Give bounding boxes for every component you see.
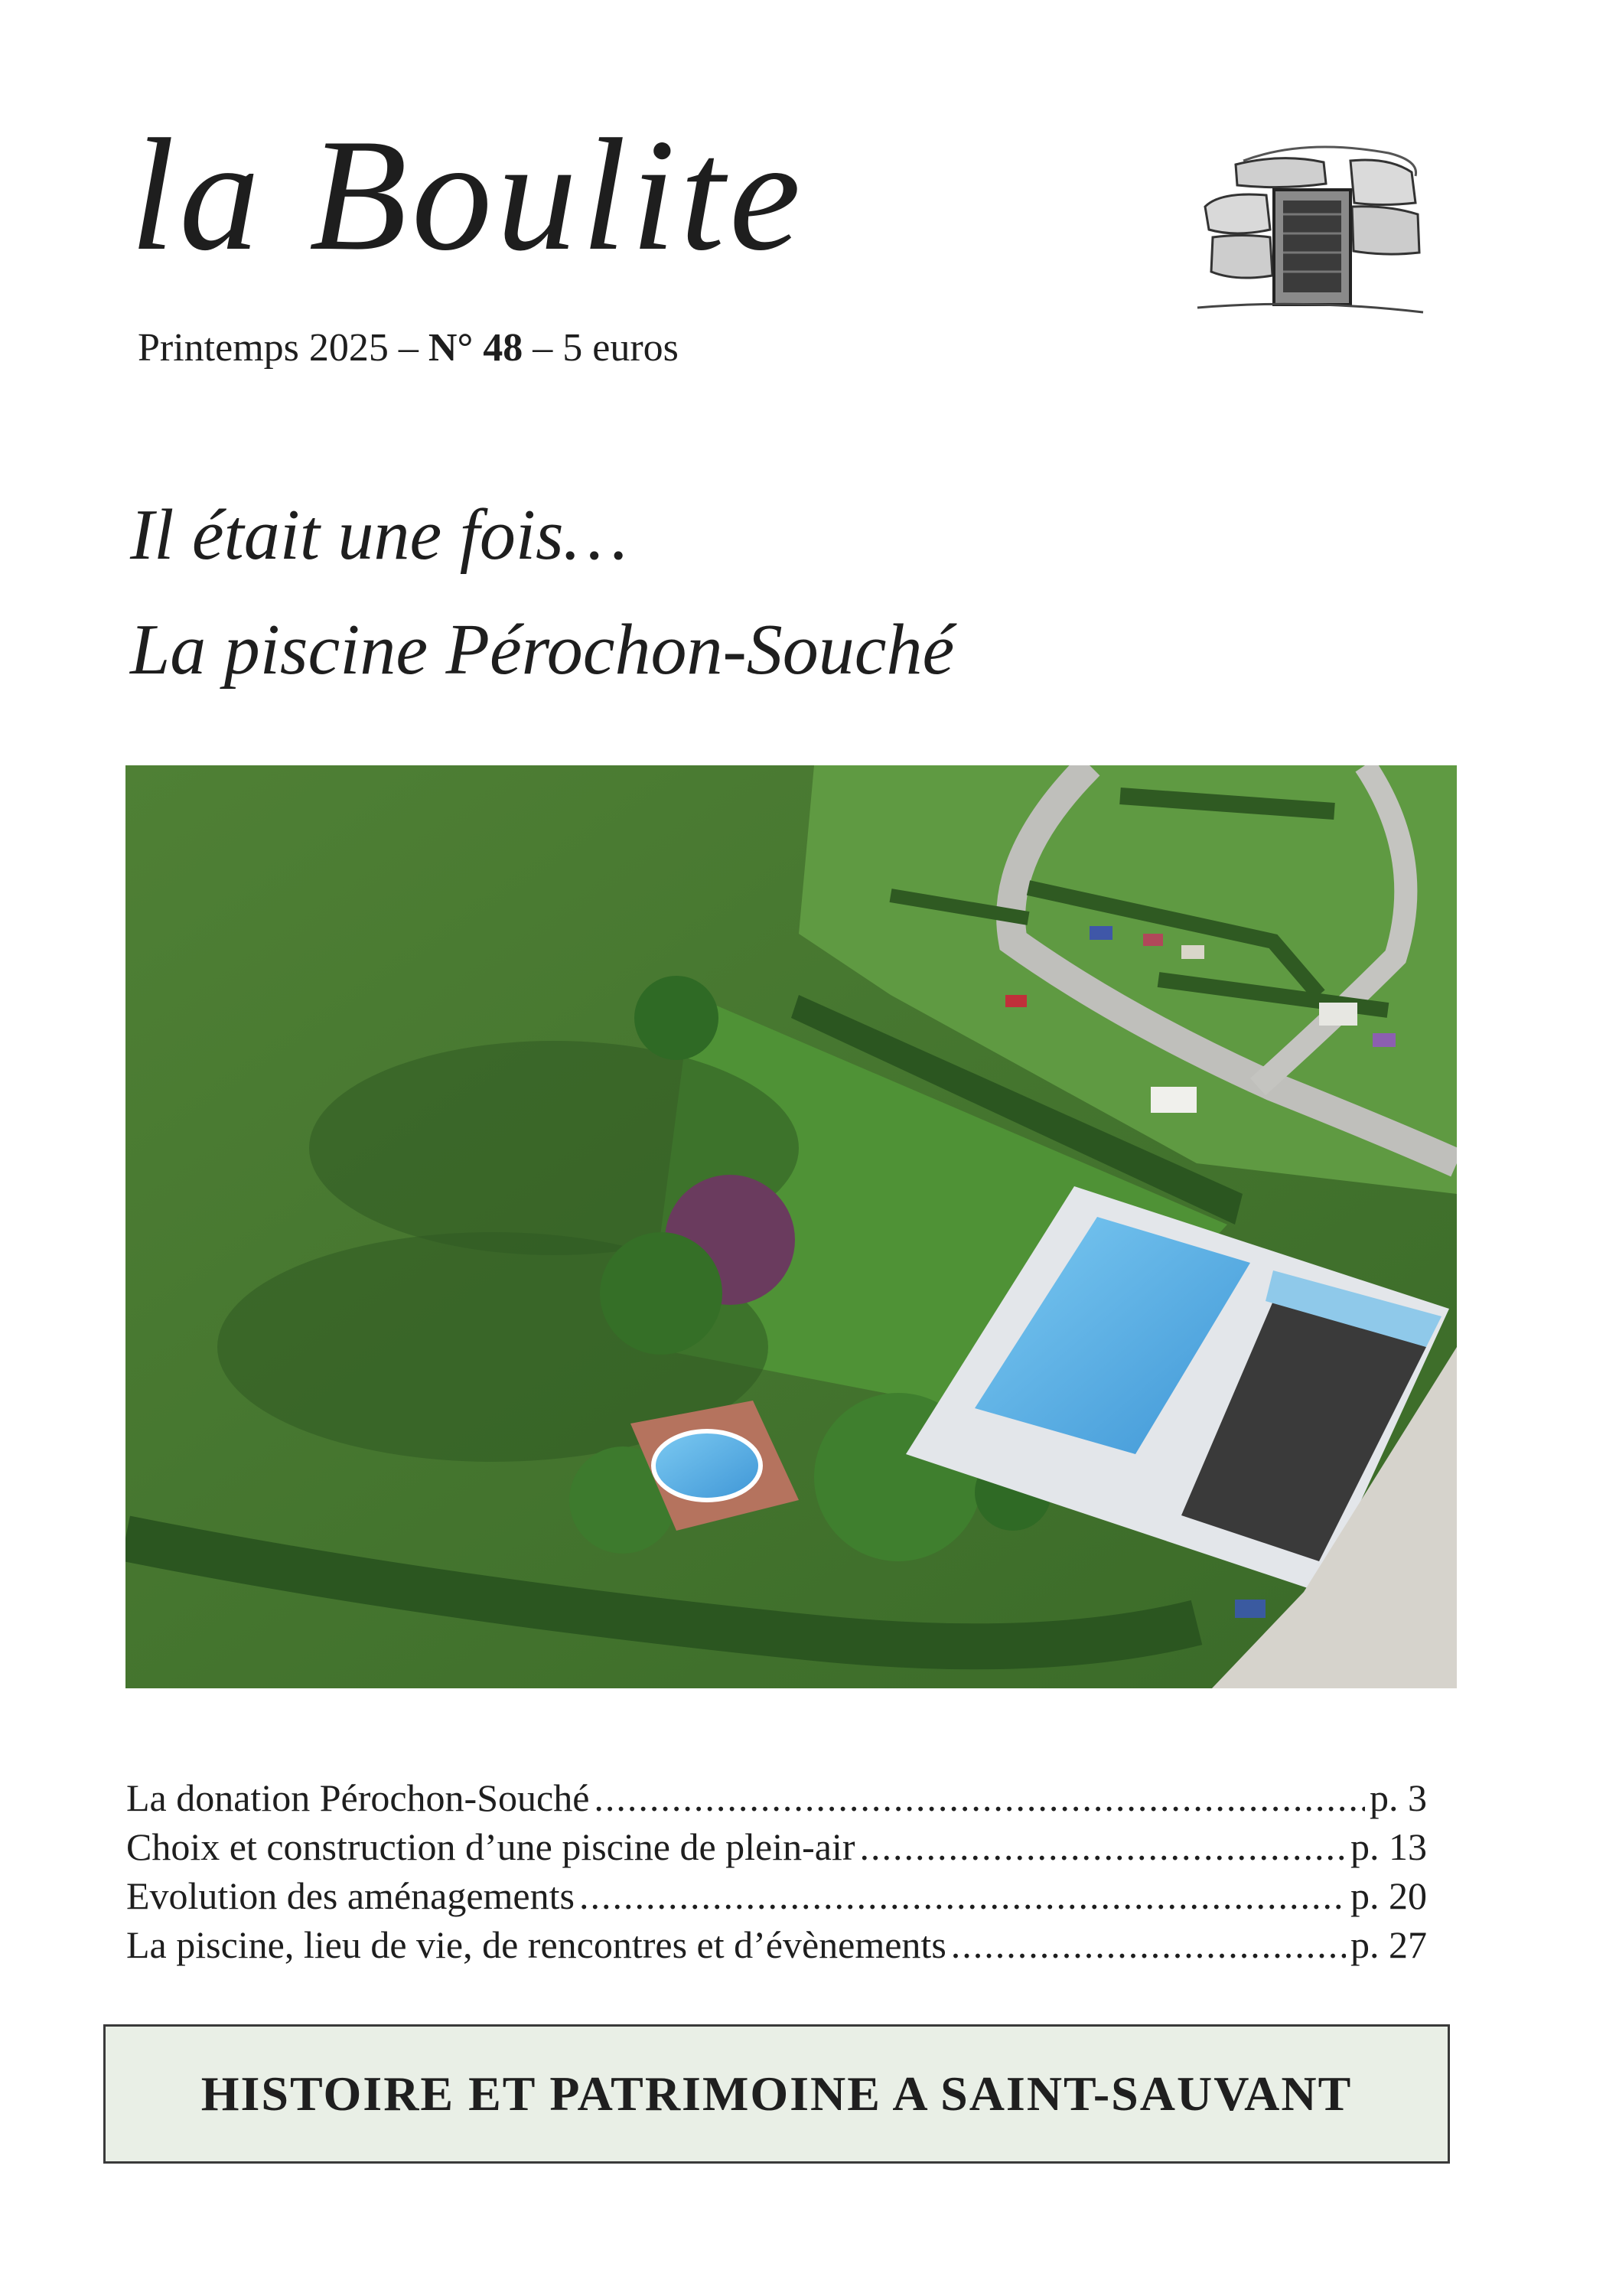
issue-price: – 5 euros [523,326,679,370]
aerial-pool-photo [125,765,1457,1688]
toc-entry-title: Choix et construction d’une piscine de plein-air [126,1825,855,1868]
issue-line [138,325,679,370]
toc-entry-page: p. 27 [1350,1923,1427,1966]
toc-entry-page: p. 13 [1350,1825,1427,1868]
series-banner [103,2024,1450,2164]
toc-leader-dots [579,1874,1346,1918]
toc-entry [126,1825,1427,1874]
issue-number-label: N° [428,326,484,370]
toc-leader-dots [594,1776,1365,1820]
toc-entry [126,1776,1427,1825]
toc-entry [126,1874,1427,1923]
toc-leader-dots [860,1825,1346,1869]
series-banner-text: HISTOIRE ET PATRIMOINE A SAINT-SAUVANT [200,2066,1353,2121]
issue-season: Printemps 2025 – [138,326,428,370]
toc-entry-title: Evolution des aménagements [126,1874,575,1917]
headline-line-1: Il était une fois… [130,495,628,575]
table-of-contents [126,1776,1427,1971]
toc-entry-title: La piscine, lieu de vie, de rencontres et d’évènements [126,1923,946,1966]
toc-entry-page: p. 3 [1370,1776,1427,1819]
toc-entry-title: La donation Pérochon-Souché [126,1776,590,1819]
toc-leader-dots [951,1923,1346,1967]
headline-line-2: La piscine Pérochon-Souché [130,610,955,690]
toc-entry-page: p. 20 [1350,1874,1427,1917]
issue-number: 48 [483,326,523,370]
masthead-title: la Boulite [130,106,806,284]
stone-window-logo-icon [1190,130,1427,321]
toc-entry [126,1923,1427,1971]
